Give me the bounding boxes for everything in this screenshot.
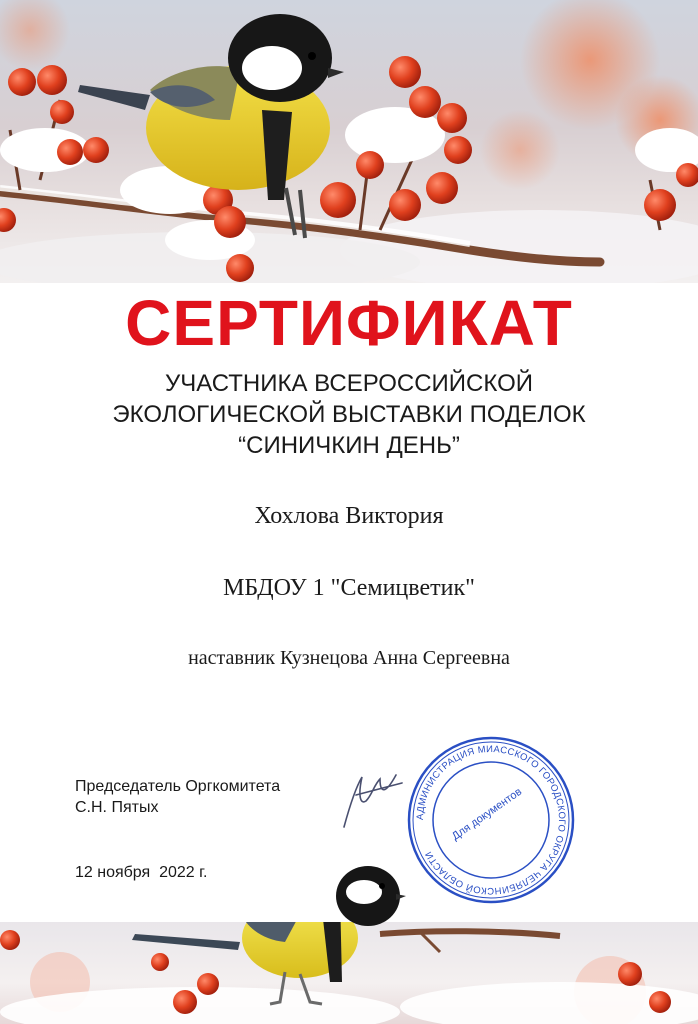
mentor-name: наставник Кузнецова Анна Сергеевна	[188, 647, 510, 669]
stamp-center-text: Для документов	[449, 785, 525, 843]
titmouse-head-icon	[330, 862, 410, 932]
titmouse-branch-illustration	[0, 0, 698, 283]
stamp-ring-text: АДМИНИСТРАЦИЯ МИАССКОГО ГОРОДСКОГО ОКРУГА ЧЕЛЯБИНСКОЙ ОБЛАСТИ	[414, 743, 568, 897]
subtitle-line: “СИНИЧКИН ДЕНЬ”	[238, 432, 460, 459]
certificate-title: СЕРТИФИКАТ	[125, 287, 573, 359]
titmouse-branch-bottom-illustration	[0, 922, 698, 1024]
bottom-banner-image	[0, 922, 698, 1024]
certificate-subtitle	[0, 368, 698, 461]
chair-title: Председатель Оргкомитета	[75, 778, 281, 795]
top-banner-image	[0, 0, 698, 283]
official-stamp-icon	[405, 734, 577, 906]
subtitle-line: УЧАСТНИКА ВСЕРОССИЙСКОЙ	[165, 370, 533, 397]
subtitle-line: ЭКОЛОГИЧЕСКОЙ ВЫСТАВКИ ПОДЕЛОК	[112, 401, 586, 428]
signature-icon	[336, 765, 406, 835]
chair-name: С.Н. Пятых	[75, 799, 159, 816]
chair-signature-block	[75, 776, 280, 818]
organization-name: МБДОУ 1 "Семицветик"	[223, 575, 475, 601]
recipient-name: Хохлова Виктория	[254, 503, 444, 529]
issue-date: 12 ноября 2022 г.	[75, 864, 208, 881]
